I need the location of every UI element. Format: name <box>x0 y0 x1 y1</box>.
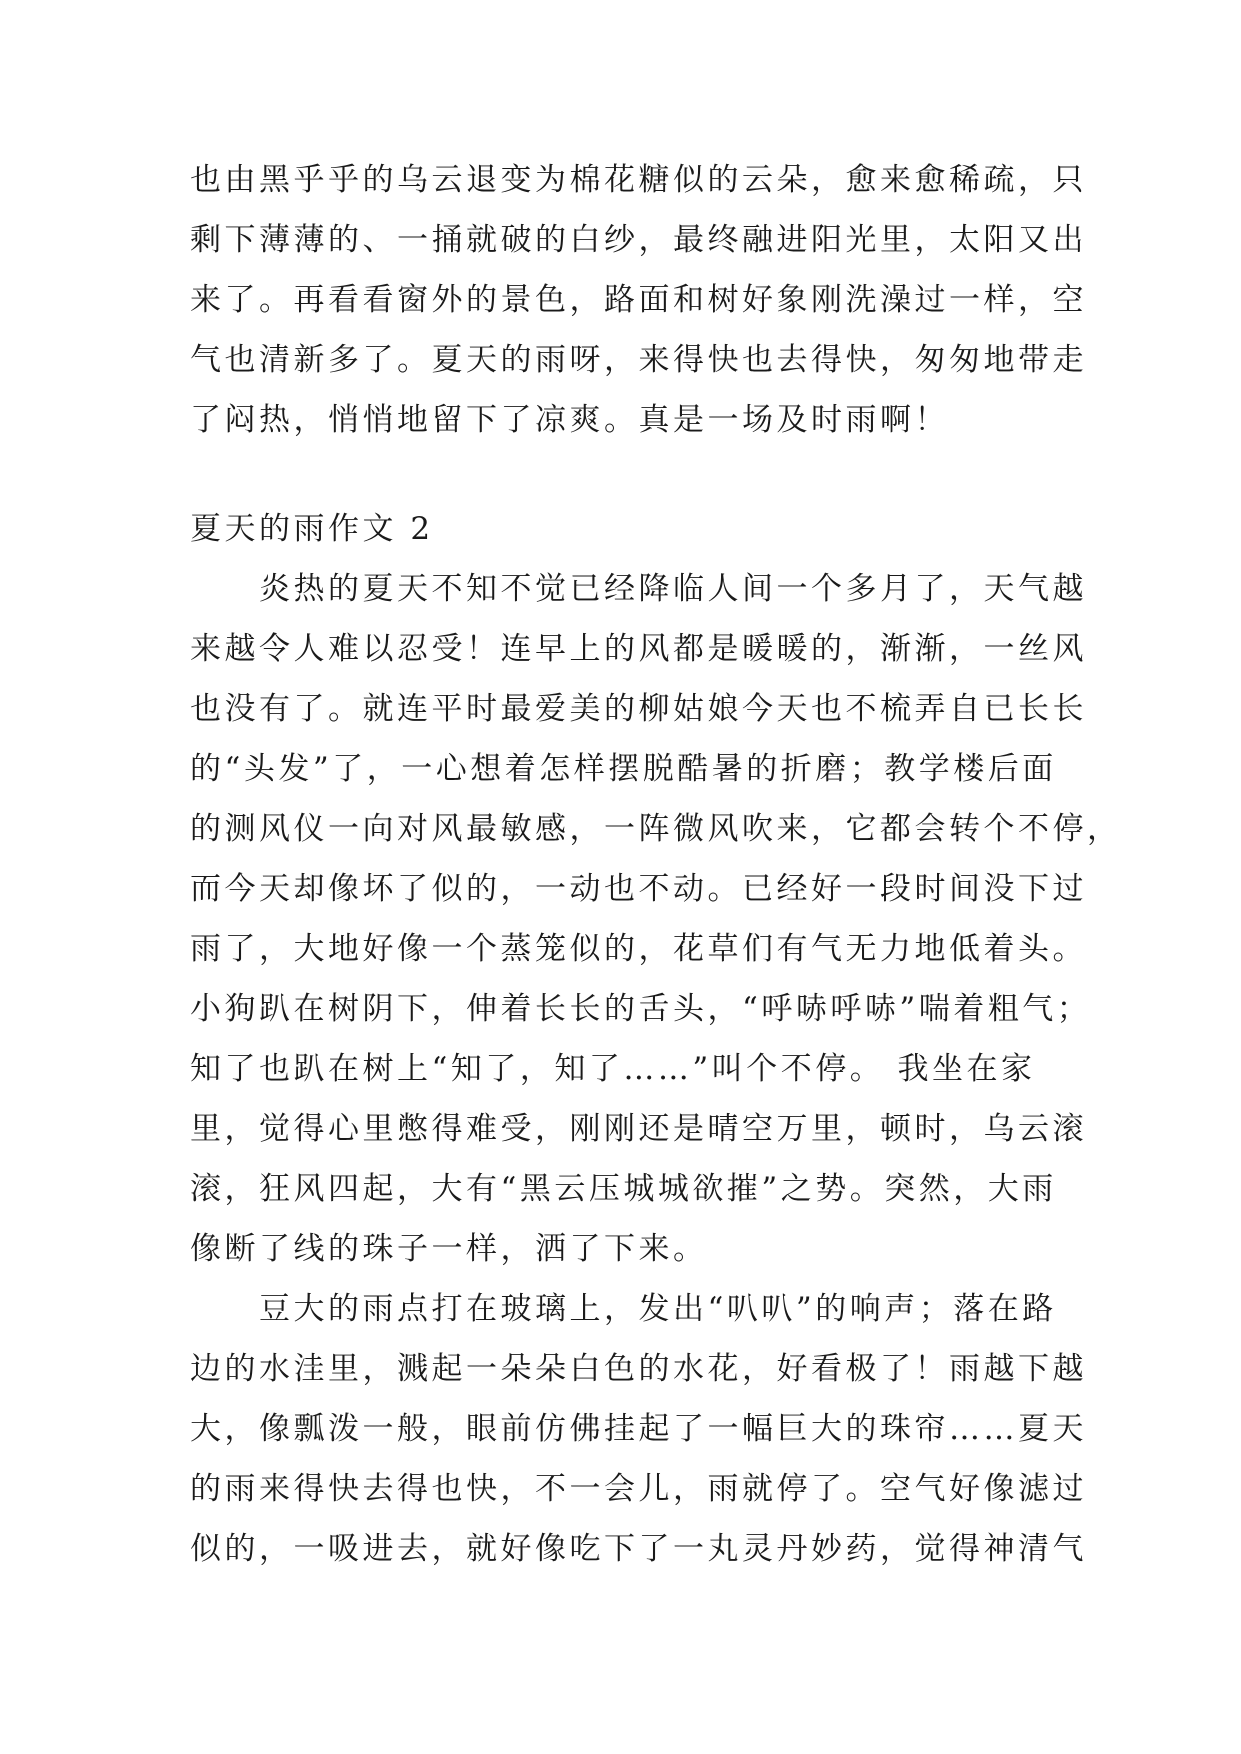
text-line: 的“头发”了，一心想着怎样摆脱酷暑的折磨；教学楼后面 <box>190 751 1057 787</box>
text-line: 而今天却像坏了似的，一动也不动。已经好一段时间没下过 <box>190 871 1087 907</box>
text-line: 豆大的雨点打在玻璃上，发出“叭叭”的响声；落在路 <box>190 1291 1057 1327</box>
paragraph-1 <box>190 559 1122 1279</box>
text-line: 边的水洼里，溅起一朵朵白色的水花，好看极了！雨越下越 <box>190 1351 1087 1387</box>
text-line: 剩下薄薄的、一捅就破的白纱，最终融进阳光里，太阳又出 <box>190 222 1087 258</box>
text-line: 来越令人难以忍受！连早上的风都是暖暖的，渐渐，一丝风 <box>190 631 1087 667</box>
text-line: 似的，一吸进去，就好像吃下了一丸灵丹妙药，觉得神清气 <box>190 1531 1087 1567</box>
text-line: 里，觉得心里憋得难受，刚刚还是晴空万里，顿时，乌云滚 <box>190 1111 1087 1147</box>
text-line: 知了也趴在树上“知了，知了……”叫个不停。 我坐在家 <box>190 1051 1036 1087</box>
paragraph-2 <box>190 1279 1087 1579</box>
text-line: 小狗趴在树阴下，伸着长长的舌头，“呼哧呼哧”喘着粗气； <box>190 991 1092 1027</box>
text-line: 气也清新多了。夏天的雨呀，来得快也去得快，匆匆地带走 <box>190 342 1087 378</box>
text-line: 像断了线的珠子一样，洒了下来。 <box>190 1231 708 1267</box>
section-spacer <box>190 450 1070 499</box>
text-line: 了闷热，悄悄地留下了凉爽。真是一场及时雨啊！ <box>190 402 949 438</box>
text-line: 雨了，大地好像一个蒸笼似的，花草们有气无力地低着头。 <box>190 931 1087 967</box>
text-line: 的测风仪一向对风最敏感，一阵微风吹来，它都会转个不停， <box>190 811 1122 847</box>
paragraph-prev <box>190 150 1087 450</box>
text-line: 大，像瓢泼一般，眼前仿佛挂起了一幅巨大的珠帘……夏天 <box>190 1411 1087 1447</box>
document-body <box>190 150 1122 1579</box>
section-title: 夏天的雨作文 2 <box>190 511 434 547</box>
text-line: 炎热的夏天不知不觉已经降临人间一个多月了，天气越 <box>190 571 1087 607</box>
text-line: 来了。再看看窗外的景色，路面和树好象刚洗澡过一样，空 <box>190 282 1087 318</box>
text-line: 也由黑乎乎的乌云退变为棉花糖似的云朵，愈来愈稀疏，只 <box>190 162 1087 198</box>
text-line: 滚，狂风四起，大有“黑云压城城欲摧”之势。突然，大雨 <box>190 1171 1057 1207</box>
text-line: 的雨来得快去得也快，不一会儿，雨就停了。空气好像滤过 <box>190 1471 1087 1507</box>
text-line: 也没有了。就连平时最爱美的柳姑娘今天也不梳弄自已长长 <box>190 691 1087 727</box>
